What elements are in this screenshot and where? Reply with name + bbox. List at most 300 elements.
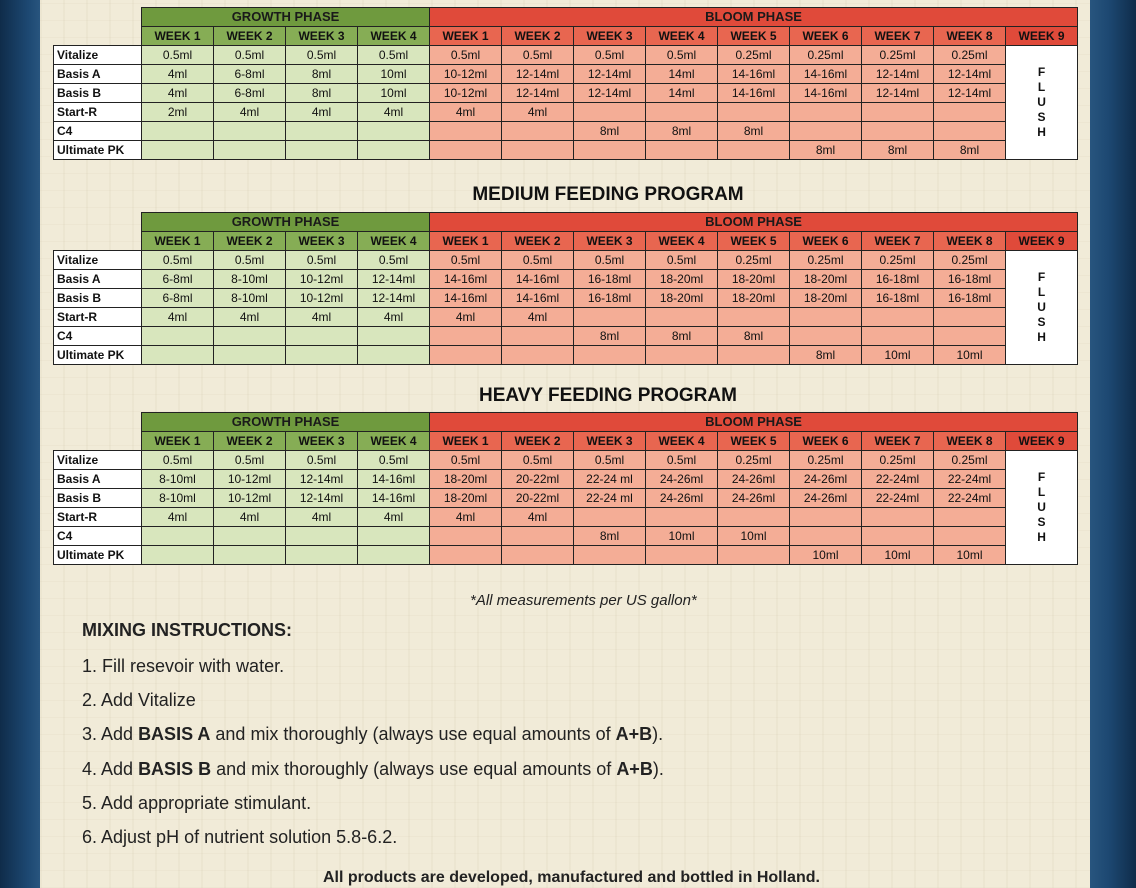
dose-cell	[862, 527, 934, 546]
dose-cell	[574, 346, 646, 365]
dose-cell: 16-18ml	[862, 289, 934, 308]
dose-cell	[574, 103, 646, 122]
week-header: WEEK 1	[430, 27, 502, 46]
dose-cell: 18-20ml	[430, 489, 502, 508]
bloom-phase-header: BLOOM PHASE	[430, 213, 1078, 232]
dose-cell	[214, 141, 286, 160]
week-header: WEEK 5	[718, 232, 790, 251]
left-border	[0, 0, 40, 888]
dose-cell: 0.5ml	[502, 46, 574, 65]
dose-cell: 12-14ml	[286, 489, 358, 508]
feeding-program-table	[53, 412, 1078, 565]
step-num: 2.	[82, 690, 98, 710]
dose-cell: 0.25ml	[862, 46, 934, 65]
dose-cell	[718, 346, 790, 365]
dose-cell	[358, 527, 430, 546]
dose-cell	[502, 141, 574, 160]
dose-cell: 0.5ml	[430, 46, 502, 65]
dose-cell: 14-16ml	[718, 84, 790, 103]
week-header: WEEK 2	[214, 27, 286, 46]
dose-cell: 10-12ml	[214, 489, 286, 508]
week-header: WEEK 3	[574, 432, 646, 451]
week-header: WEEK 9	[1006, 432, 1078, 451]
product-label: Start-R	[54, 508, 142, 527]
week-header: WEEK 1	[142, 232, 214, 251]
dose-cell: 16-18ml	[574, 289, 646, 308]
dose-cell: 8-10ml	[142, 470, 214, 489]
dose-cell: 4ml	[430, 508, 502, 527]
corner-blank	[54, 213, 142, 232]
dose-cell	[214, 546, 286, 565]
dose-cell: 16-18ml	[862, 270, 934, 289]
dose-cell: 10ml	[646, 527, 718, 546]
dose-cell: 0.5ml	[358, 451, 430, 470]
dose-cell: 10-12ml	[286, 270, 358, 289]
dose-cell	[646, 346, 718, 365]
product-row	[54, 527, 1078, 546]
dose-cell: 0.5ml	[574, 451, 646, 470]
dose-cell	[646, 103, 718, 122]
week-header: WEEK 6	[790, 27, 862, 46]
dose-cell: 12-14ml	[934, 65, 1006, 84]
dose-cell	[142, 346, 214, 365]
measurement-footnote: *All measurements per US gallon*	[470, 592, 697, 609]
step-mid: and mix thoroughly (always use equal amounts of	[210, 724, 616, 744]
step-num: 3.	[82, 724, 98, 744]
dose-cell: 14-16ml	[430, 289, 502, 308]
product-row	[54, 546, 1078, 565]
dose-cell: 10-12ml	[214, 470, 286, 489]
product-label: Vitalize	[54, 46, 142, 65]
product-label: Ultimate PK	[54, 141, 142, 160]
product-row	[54, 470, 1078, 489]
product-label: C4	[54, 527, 142, 546]
dose-cell: 0.5ml	[286, 451, 358, 470]
corner-blank	[54, 432, 142, 451]
week-header: WEEK 3	[286, 27, 358, 46]
mixing-step	[82, 827, 397, 848]
dose-cell: 12-14ml	[934, 84, 1006, 103]
dose-cell: 8ml	[574, 527, 646, 546]
dose-cell: 6-8ml	[214, 84, 286, 103]
dose-cell: 4ml	[430, 103, 502, 122]
dose-cell	[358, 346, 430, 365]
dose-cell: 0.25ml	[718, 46, 790, 65]
dose-cell: 10-12ml	[430, 65, 502, 84]
product-label: Vitalize	[54, 451, 142, 470]
step-b1: BASIS B	[138, 759, 212, 779]
dose-cell: 0.5ml	[142, 46, 214, 65]
product-label: Start-R	[54, 103, 142, 122]
dose-cell: 8ml	[862, 141, 934, 160]
week-header: WEEK 6	[790, 432, 862, 451]
product-row	[54, 489, 1078, 508]
dose-cell	[646, 546, 718, 565]
dose-cell	[574, 508, 646, 527]
dose-cell	[934, 508, 1006, 527]
step-mid: and mix thoroughly (always use equal amounts of	[211, 759, 617, 779]
dose-cell: 14-16ml	[502, 270, 574, 289]
dose-cell: 0.5ml	[142, 251, 214, 270]
dose-cell: 4ml	[142, 508, 214, 527]
dose-cell	[934, 122, 1006, 141]
product-label: Basis A	[54, 270, 142, 289]
dose-cell: 22-24ml	[934, 470, 1006, 489]
heavy-program-title: HEAVY FEEDING PROGRAM	[479, 385, 737, 406]
step-pre: Add Vitalize	[101, 690, 196, 710]
dose-cell: 0.5ml	[502, 451, 574, 470]
dose-cell: 10-12ml	[286, 289, 358, 308]
dose-cell: 4ml	[142, 308, 214, 327]
dose-cell: 10-12ml	[430, 84, 502, 103]
dose-cell	[286, 327, 358, 346]
dose-cell: 10ml	[862, 346, 934, 365]
dose-cell: 12-14ml	[574, 84, 646, 103]
product-row	[54, 46, 1078, 65]
week-header: WEEK 5	[718, 432, 790, 451]
dose-cell: 10ml	[790, 546, 862, 565]
week-header: WEEK 2	[214, 432, 286, 451]
week-header: WEEK 2	[502, 27, 574, 46]
dose-cell: 0.5ml	[502, 251, 574, 270]
dose-cell: 22-24ml	[862, 489, 934, 508]
dose-cell: 4ml	[142, 84, 214, 103]
product-row	[54, 65, 1078, 84]
dose-cell: 14-16ml	[502, 289, 574, 308]
dose-cell: 6-8ml	[142, 289, 214, 308]
dose-cell: 18-20ml	[646, 270, 718, 289]
week-header: WEEK 1	[142, 27, 214, 46]
dose-cell: 4ml	[286, 103, 358, 122]
dose-cell	[358, 122, 430, 141]
product-row	[54, 508, 1078, 527]
holland-statement: All products are developed, manufactured and bottled in Holland.	[323, 869, 820, 886]
week-header: WEEK 5	[718, 27, 790, 46]
dose-cell: 0.25ml	[862, 251, 934, 270]
product-row	[54, 103, 1078, 122]
step-num: 4.	[82, 759, 98, 779]
dose-cell: 10ml	[934, 346, 1006, 365]
dose-cell: 24-26ml	[790, 489, 862, 508]
week-header: WEEK 9	[1006, 232, 1078, 251]
dose-cell: 22-24ml	[934, 489, 1006, 508]
week-header: WEEK 1	[142, 432, 214, 451]
dose-cell: 0.25ml	[934, 46, 1006, 65]
dose-cell	[286, 141, 358, 160]
dose-cell: 14-16ml	[358, 470, 430, 489]
mixing-step	[82, 759, 664, 780]
dose-cell	[646, 508, 718, 527]
dose-cell: 4ml	[142, 65, 214, 84]
mixing-step	[82, 793, 311, 814]
dose-cell: 0.5ml	[646, 251, 718, 270]
dose-cell: 4ml	[358, 103, 430, 122]
step-num: 6.	[82, 827, 98, 847]
dose-cell: 8ml	[646, 122, 718, 141]
dose-cell: 4ml	[502, 508, 574, 527]
product-label: Basis B	[54, 289, 142, 308]
dose-cell: 12-14ml	[862, 84, 934, 103]
week-header: WEEK 4	[646, 232, 718, 251]
product-label: Ultimate PK	[54, 346, 142, 365]
dose-cell: 4ml	[214, 508, 286, 527]
dose-cell	[718, 546, 790, 565]
dose-cell: 24-26ml	[718, 489, 790, 508]
dose-cell: 8ml	[286, 84, 358, 103]
product-label: C4	[54, 327, 142, 346]
dose-cell	[718, 103, 790, 122]
product-row	[54, 327, 1078, 346]
dose-cell: 0.5ml	[214, 251, 286, 270]
week-header: WEEK 7	[862, 232, 934, 251]
dose-cell: 14-16ml	[790, 65, 862, 84]
week-header: WEEK 3	[286, 432, 358, 451]
dose-cell	[430, 327, 502, 346]
dose-cell: 0.5ml	[214, 46, 286, 65]
dose-cell: 4ml	[358, 508, 430, 527]
dose-cell: 18-20ml	[718, 270, 790, 289]
bloom-phase-header: BLOOM PHASE	[430, 413, 1078, 432]
dose-cell	[142, 327, 214, 346]
dose-cell	[358, 327, 430, 346]
dose-cell	[862, 308, 934, 327]
dose-cell	[214, 346, 286, 365]
dose-cell	[646, 141, 718, 160]
week-header: WEEK 8	[934, 232, 1006, 251]
corner-blank	[54, 232, 142, 251]
dose-cell	[862, 122, 934, 141]
dose-cell: 18-20ml	[790, 289, 862, 308]
dose-cell: 10ml	[358, 84, 430, 103]
feeding-program-table	[53, 212, 1078, 365]
dose-cell: 4ml	[430, 308, 502, 327]
dose-cell: 16-18ml	[934, 270, 1006, 289]
dose-cell: 8ml	[718, 122, 790, 141]
dose-cell: 14-16ml	[718, 65, 790, 84]
dose-cell	[286, 546, 358, 565]
dose-cell: 24-26ml	[646, 470, 718, 489]
dose-cell	[718, 308, 790, 327]
dose-cell	[430, 141, 502, 160]
dose-cell: 24-26ml	[718, 470, 790, 489]
step-pre: Adjust pH of nutrient solution 5.8-6.2.	[101, 827, 398, 847]
corner-blank	[54, 27, 142, 46]
dose-cell	[502, 546, 574, 565]
week-header: WEEK 3	[574, 27, 646, 46]
product-row	[54, 270, 1078, 289]
dose-cell: 8ml	[574, 122, 646, 141]
dose-cell	[430, 122, 502, 141]
dose-cell	[574, 546, 646, 565]
week-header: WEEK 4	[358, 232, 430, 251]
week-header: WEEK 7	[862, 27, 934, 46]
dose-cell: 4ml	[286, 308, 358, 327]
dose-cell: 12-14ml	[574, 65, 646, 84]
dose-cell	[142, 527, 214, 546]
step-pre: Add appropriate stimulant.	[101, 793, 312, 813]
dose-cell: 10ml	[718, 527, 790, 546]
dose-cell	[790, 327, 862, 346]
dose-cell: 4ml	[286, 508, 358, 527]
dose-cell: 22-24ml	[862, 470, 934, 489]
week-header: WEEK 6	[790, 232, 862, 251]
dose-cell	[142, 122, 214, 141]
dose-cell: 8-10ml	[142, 489, 214, 508]
dose-cell: 20-22ml	[502, 470, 574, 489]
dose-cell	[214, 122, 286, 141]
dose-cell: 20-22ml	[502, 489, 574, 508]
dose-cell	[790, 308, 862, 327]
product-label: Start-R	[54, 308, 142, 327]
week-header: WEEK 2	[214, 232, 286, 251]
growth-phase-header: GROWTH PHASE	[142, 413, 430, 432]
product-row	[54, 451, 1078, 470]
step-b1: BASIS A	[138, 724, 211, 744]
dose-cell	[934, 527, 1006, 546]
dose-cell: 4ml	[358, 308, 430, 327]
dose-cell: 8ml	[790, 141, 862, 160]
product-row	[54, 84, 1078, 103]
dose-cell	[574, 308, 646, 327]
dose-cell	[286, 527, 358, 546]
dose-cell: 14ml	[646, 84, 718, 103]
week-header: WEEK 4	[646, 27, 718, 46]
dose-cell: 12-14ml	[502, 84, 574, 103]
week-header: WEEK 2	[502, 432, 574, 451]
dose-cell: 14-16ml	[430, 270, 502, 289]
dose-cell: 22-24 ml	[574, 489, 646, 508]
dose-cell: 0.25ml	[934, 251, 1006, 270]
dose-cell: 16-18ml	[934, 289, 1006, 308]
dose-cell: 12-14ml	[286, 470, 358, 489]
dose-cell	[430, 346, 502, 365]
product-label: Basis B	[54, 84, 142, 103]
product-label: Vitalize	[54, 251, 142, 270]
dose-cell: 8ml	[646, 327, 718, 346]
week-header: WEEK 4	[646, 432, 718, 451]
dose-cell: 8ml	[718, 327, 790, 346]
dose-cell: 0.25ml	[718, 451, 790, 470]
dose-cell: 0.5ml	[430, 451, 502, 470]
dose-cell	[790, 103, 862, 122]
dose-cell: 2ml	[142, 103, 214, 122]
corner-blank	[54, 413, 142, 432]
product-label: Basis B	[54, 489, 142, 508]
dose-cell	[934, 308, 1006, 327]
week-header: WEEK 3	[286, 232, 358, 251]
dose-cell: 0.5ml	[286, 46, 358, 65]
dose-cell: 12-14ml	[862, 65, 934, 84]
dose-cell: 8-10ml	[214, 270, 286, 289]
corner-blank	[54, 8, 142, 27]
dose-cell: 0.5ml	[286, 251, 358, 270]
dose-cell	[718, 508, 790, 527]
dose-cell: 6-8ml	[142, 270, 214, 289]
dose-cell: 16-18ml	[574, 270, 646, 289]
step-pre: Add	[101, 724, 139, 744]
mixing-step	[82, 690, 196, 711]
week-header: WEEK 9	[1006, 27, 1078, 46]
medium-program-title: MEDIUM FEEDING PROGRAM	[472, 184, 744, 205]
dose-cell: 18-20ml	[430, 470, 502, 489]
dose-cell: 4ml	[502, 103, 574, 122]
dose-cell: 0.25ml	[790, 46, 862, 65]
dose-cell: 8ml	[574, 327, 646, 346]
dose-cell: 0.25ml	[934, 451, 1006, 470]
feeding-program-table	[53, 7, 1078, 160]
right-border	[1090, 0, 1136, 888]
dose-cell	[286, 346, 358, 365]
dose-cell	[646, 308, 718, 327]
dose-cell: 18-20ml	[718, 289, 790, 308]
dose-cell: 18-20ml	[646, 289, 718, 308]
dose-cell: 12-14ml	[358, 289, 430, 308]
dose-cell	[286, 122, 358, 141]
dose-cell	[502, 346, 574, 365]
step-post: ).	[652, 724, 664, 744]
dose-cell: 14-16ml	[790, 84, 862, 103]
dose-cell: 18-20ml	[790, 270, 862, 289]
dose-cell: 8ml	[934, 141, 1006, 160]
product-label: Basis A	[54, 470, 142, 489]
mixing-step	[82, 724, 663, 745]
dose-cell: 0.5ml	[358, 251, 430, 270]
dose-cell: 4ml	[214, 308, 286, 327]
week-header: WEEK 2	[502, 232, 574, 251]
dose-cell	[862, 103, 934, 122]
mixing-step	[82, 656, 284, 677]
dose-cell: 8ml	[286, 65, 358, 84]
dose-cell: 0.5ml	[430, 251, 502, 270]
growth-phase-header: GROWTH PHASE	[142, 213, 430, 232]
week-header: WEEK 1	[430, 432, 502, 451]
step-b2: A+B	[615, 724, 653, 744]
flush-cell: F L U S H	[1006, 451, 1078, 565]
dose-cell	[574, 141, 646, 160]
dose-cell: 10ml	[358, 65, 430, 84]
step-b2: A+B	[616, 759, 653, 779]
dose-cell	[790, 508, 862, 527]
dose-cell	[430, 546, 502, 565]
dose-cell: 14-16ml	[358, 489, 430, 508]
dose-cell	[718, 141, 790, 160]
week-header: WEEK 1	[430, 232, 502, 251]
product-row	[54, 122, 1078, 141]
dose-cell	[214, 327, 286, 346]
dose-cell: 4ml	[214, 103, 286, 122]
dose-cell: 8ml	[790, 346, 862, 365]
dose-cell: 0.5ml	[214, 451, 286, 470]
dose-cell	[790, 122, 862, 141]
dose-cell: 4ml	[502, 308, 574, 327]
dose-cell	[862, 508, 934, 527]
dose-cell: 24-26ml	[790, 470, 862, 489]
step-num: 1.	[82, 656, 98, 676]
week-header: WEEK 4	[358, 432, 430, 451]
dose-cell	[502, 122, 574, 141]
dose-cell	[142, 141, 214, 160]
dose-cell: 10ml	[934, 546, 1006, 565]
step-pre: Fill resevoir with water.	[102, 656, 285, 676]
dose-cell: 0.25ml	[718, 251, 790, 270]
dose-cell: 10ml	[862, 546, 934, 565]
dose-cell: 0.25ml	[862, 451, 934, 470]
dose-cell: 0.5ml	[358, 46, 430, 65]
product-row	[54, 289, 1078, 308]
dose-cell: 14ml	[646, 65, 718, 84]
dose-cell: 0.25ml	[790, 251, 862, 270]
week-header: WEEK 3	[574, 232, 646, 251]
